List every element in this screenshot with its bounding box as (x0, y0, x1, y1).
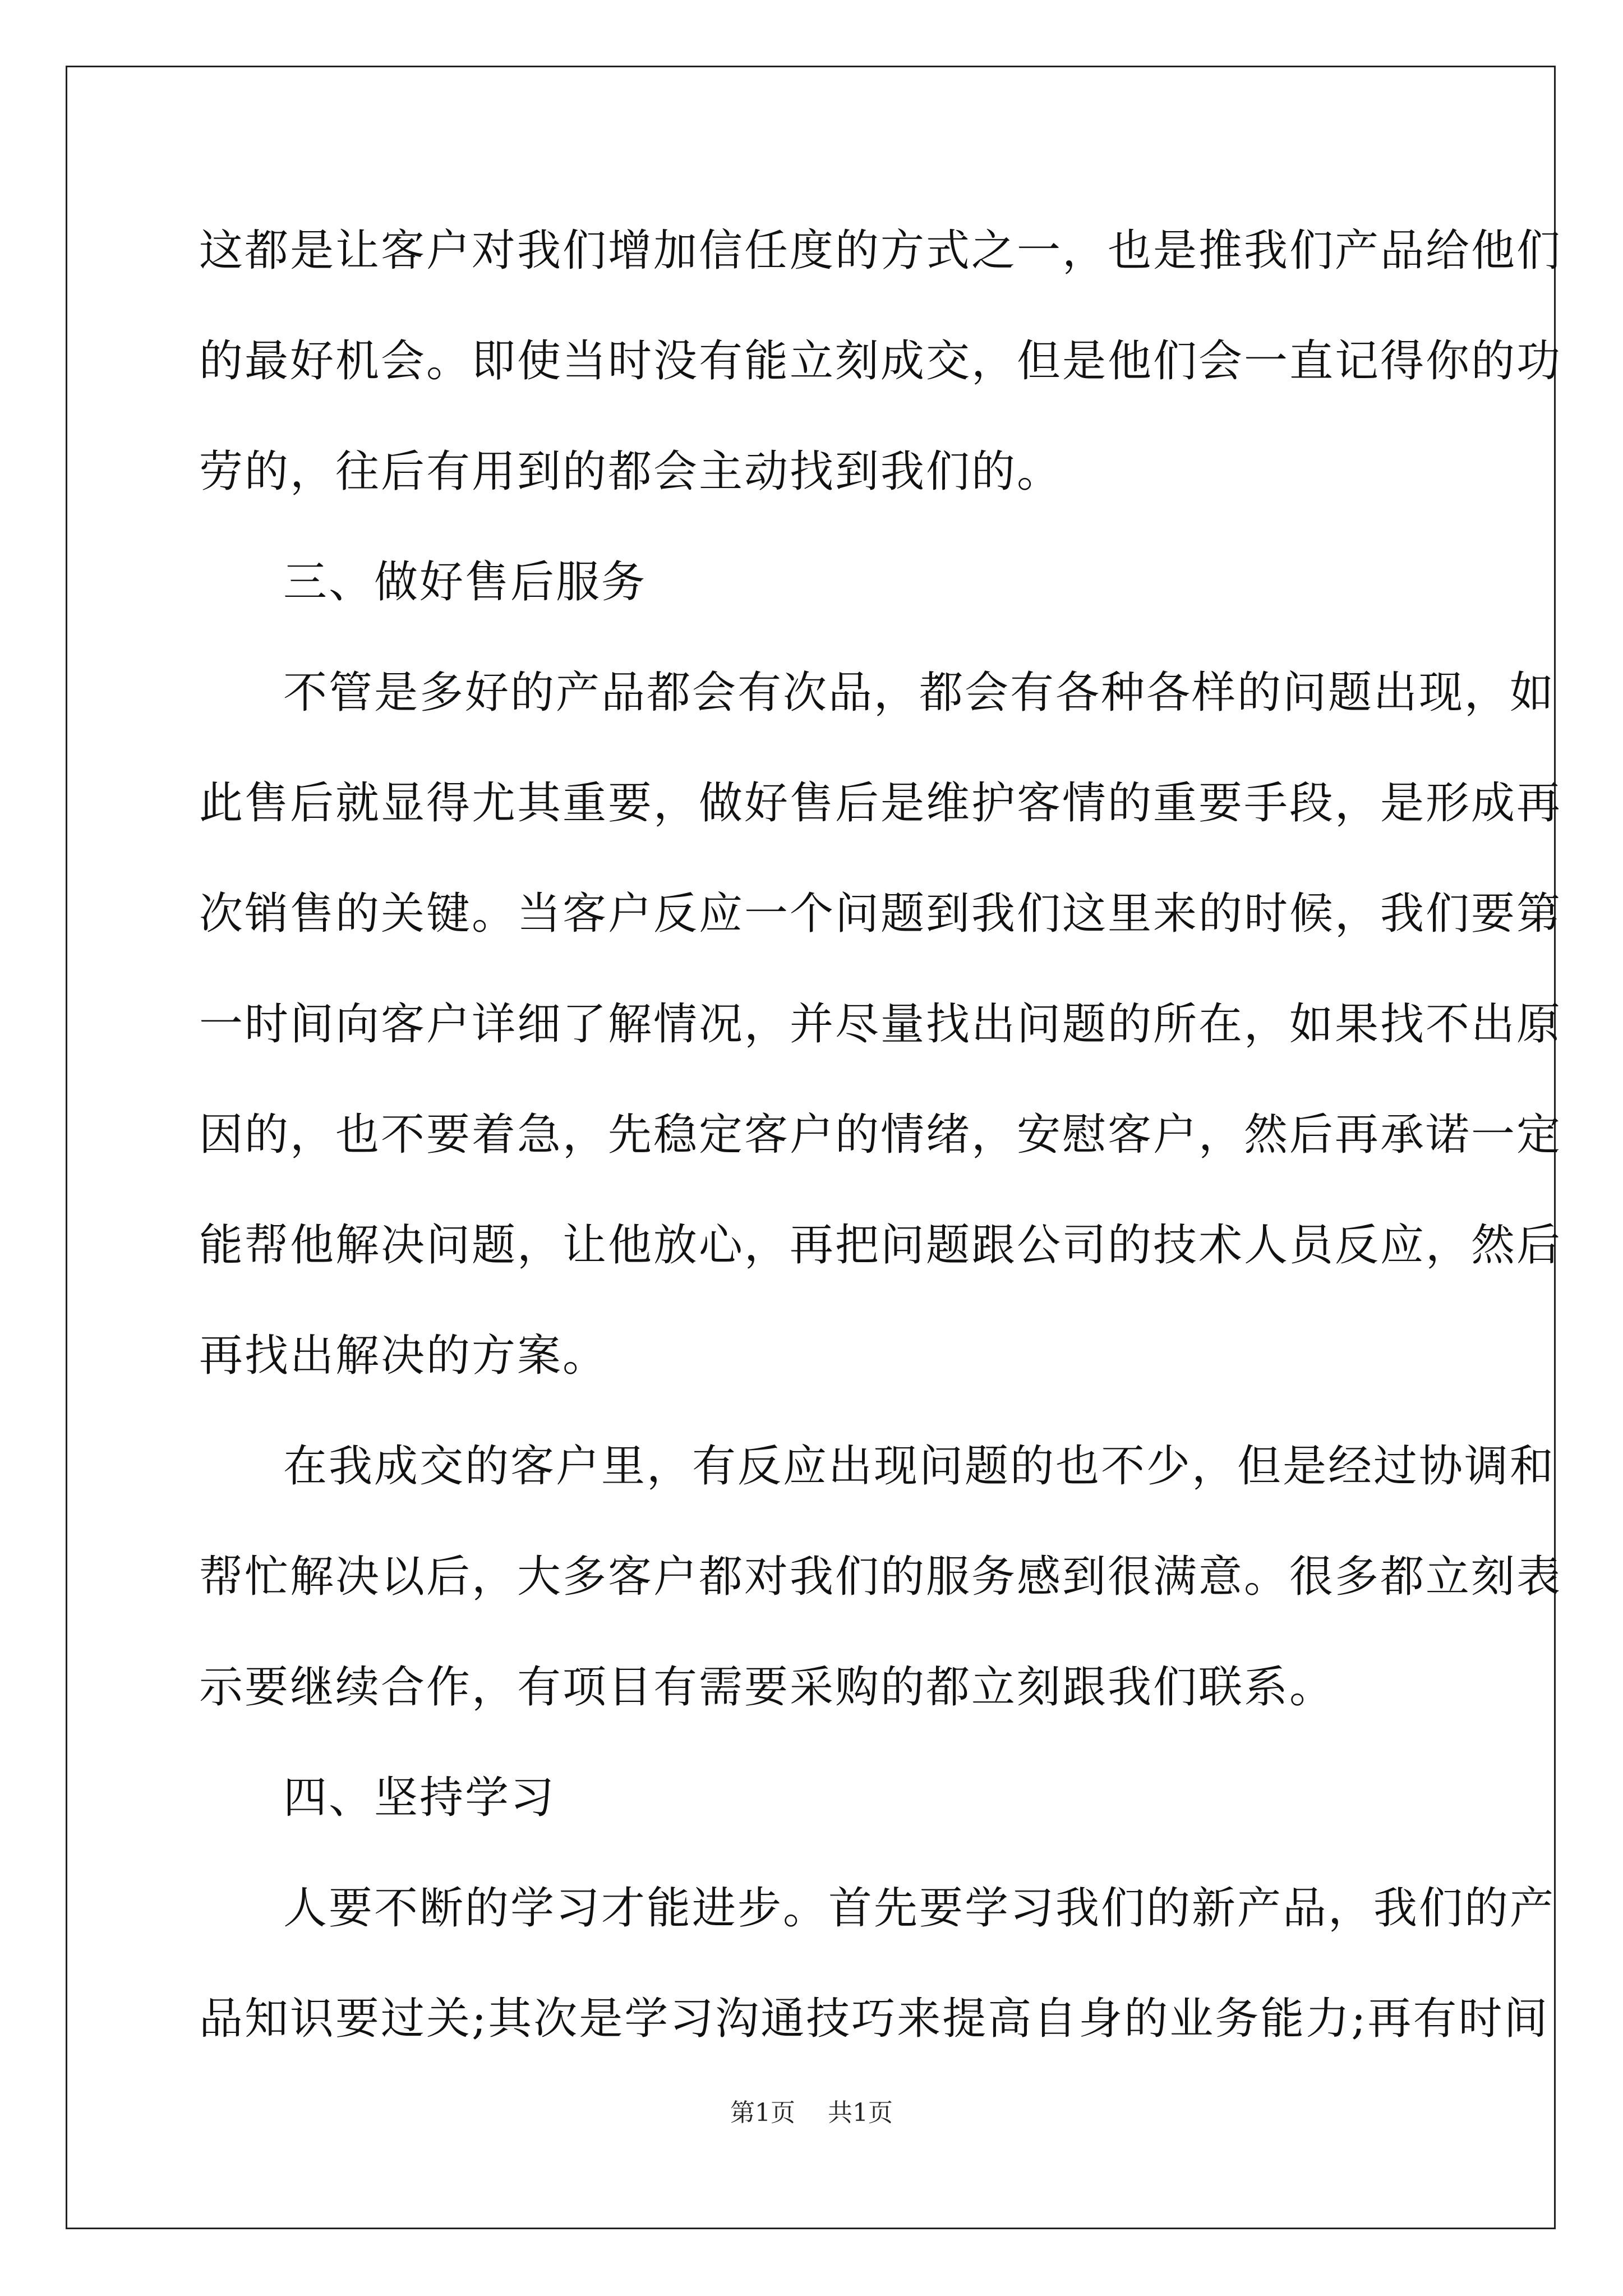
paragraph-line: 因的，也不要着急，先稳定客户的情绪，安慰客户，然后再承诺一定 (199, 1110, 1562, 1160)
paragraph-line: 能帮他解决问题，让他放心，再把问题跟公司的技术人员反应，然后 (199, 1220, 1562, 1271)
paragraph-line: 在我成交的客户里，有反应出现问题的也不少，但是经过协调和 (283, 1441, 1556, 1492)
paragraph-line: 帮忙解决以后，大多客户都对我们的服务感到很满意。很多都立刻表 (199, 1552, 1562, 1602)
paragraph-line: 人要不断的学习才能进步。首先要学习我们的新产品，我们的产 (283, 1883, 1556, 1934)
paragraph-line: 品知识要过关;其次是学习沟通技巧来提高自身的业务能力;再有时间 (199, 1994, 1550, 2044)
paragraph-line: 再找出解决的方案。 (199, 1331, 608, 1381)
page-number-current: 第1页 (730, 2099, 795, 2127)
document-body (199, 206, 1562, 2085)
paragraph-line: 不管是多好的产品都会有次品，都会有各种各样的问题出现，如 (283, 668, 1556, 718)
paragraph-line: 次销售的关键。当客户反应一个问题到我们这里来的时候，我们要第 (199, 889, 1562, 939)
paragraph-line: 此售后就显得尤其重要，做好售后是维护客情的重要手段，是形成再 (199, 778, 1562, 829)
section-heading: 三、做好售后服务 (283, 557, 647, 608)
paragraph-line: 一时间向客户详细了解情况，并尽量找出问题的所在，如果找不出原 (199, 999, 1562, 1050)
paragraph-line: 劳的，往后有用到的都会主动找到我们的。 (199, 447, 1063, 497)
page-number-total: 共1页 (828, 2099, 893, 2127)
paragraph-line: 示要继续合作，有项目有需要采购的都立刻跟我们联系。 (199, 1662, 1335, 1713)
page-footer (0, 2092, 1623, 2128)
paragraph-line: 的最好机会。即使当时没有能立刻成交，但是他们会一直记得你的功 (199, 336, 1562, 386)
section-heading: 四、坚持学习 (283, 1773, 556, 1823)
paragraph-line: 这都是让客户对我们增加信任度的方式之一，也是推我们产品给他们 (199, 226, 1562, 276)
